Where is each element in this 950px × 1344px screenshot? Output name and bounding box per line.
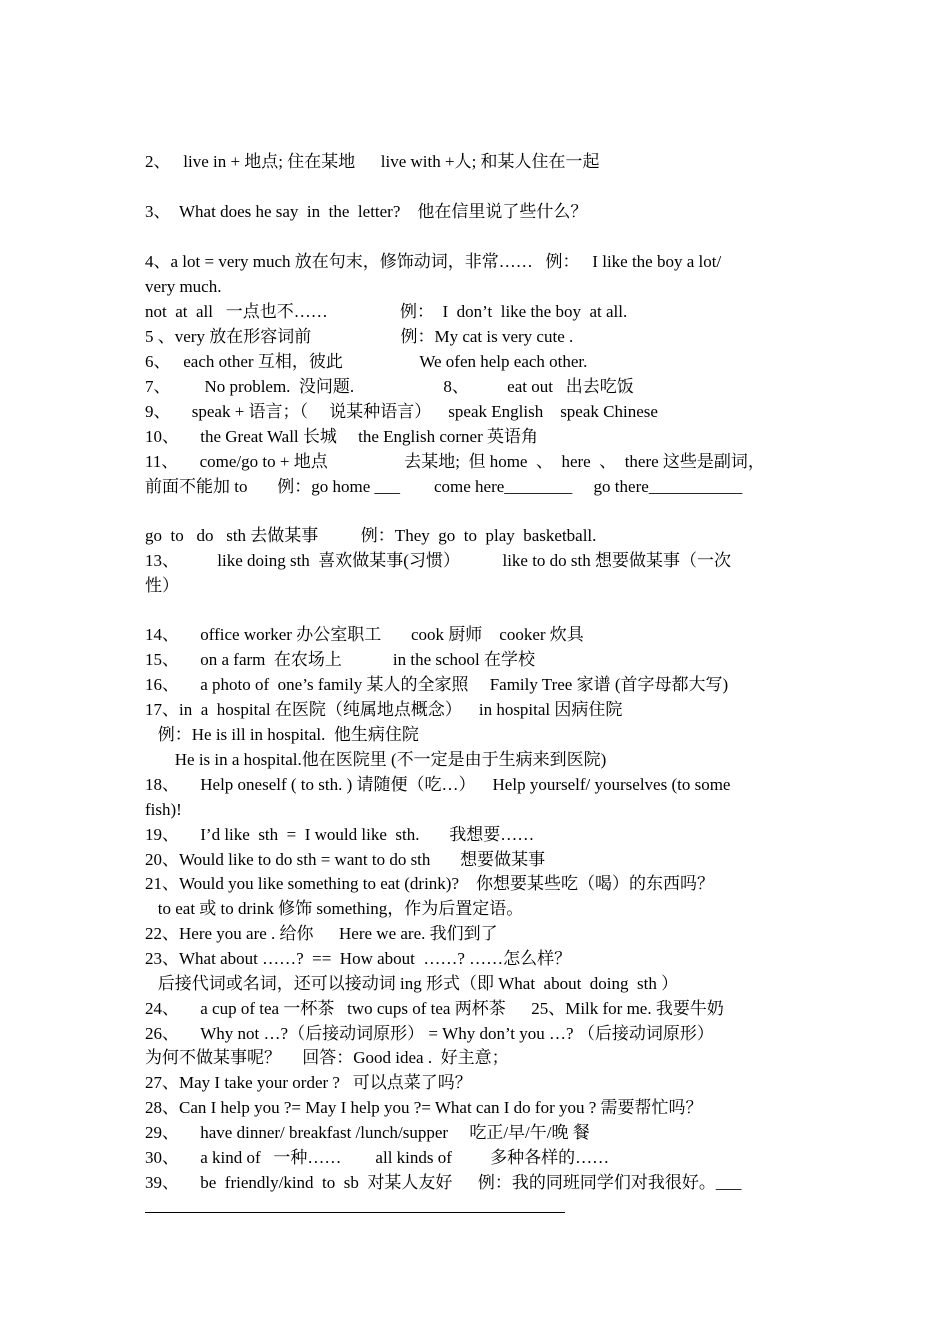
text-line: to eat 或 to drink 修饰 something，作为后置定语。 — [145, 899, 524, 918]
text-line: 30、 a kind of 一种…… all kinds of 多种各样的…… — [145, 1148, 610, 1167]
text-line: 20、Would like to do sth = want to do sth 想要做某事 — [145, 850, 546, 869]
text-line: 9、 speak + 语言；（ 说某种语言） speak English speak Chinese — [145, 402, 658, 421]
answer-blank-line — [145, 1212, 565, 1213]
text-line: 4、a lot = very much 放在句末，修饰动词，非常…… 例： I like the boy a lot/ — [145, 252, 722, 271]
text-line: 18、 Help oneself ( to sth. ) 请随便（吃…） Help yourself/ yourselves (to some — [145, 775, 731, 794]
text-line: 例：He is ill in hospital. 他生病住院 — [145, 725, 419, 744]
text-line: 6、 each other 互相，彼此 We ofen help each other. — [145, 352, 588, 371]
text-line: 性） — [145, 576, 179, 595]
text-line: 7、 No problem. 没问题. 8、 eat out 出去吃饭 — [145, 377, 634, 396]
text-line: 39、 be friendly/kind to sb 对某人友好 例：我的同班同学们对我很好。___ — [145, 1173, 742, 1192]
text-line: 22、Here you are . 给你 Here we are. 我们到了 — [145, 924, 498, 943]
text-line: 24、 a cup of tea 一杯茶 two cups of tea 两杯茶 25、Milk for me. 我要牛奶 — [145, 999, 724, 1018]
text-line: very much. — [145, 277, 222, 296]
text-line: go to do sth 去做某事 例：They go to play basketball. — [145, 526, 597, 545]
text-line: 16、 a photo of one’s family 某人的全家照 Family Tree 家谱 (首字母都大写) — [145, 675, 729, 694]
text-line: not at all 一点也不…… 例： I don’t like the boy at all. — [145, 302, 628, 321]
text-line: 17、in a hospital 在医院（纯属地点概念） in hospital 因病住院 — [145, 700, 623, 719]
text-line: 3、 What does he say in the letter? 他在信里说了些什么？ — [145, 202, 588, 221]
text-line: 15、 on a farm 在农场上 in the school 在学校 — [145, 650, 536, 669]
text-line: 为何不做某事呢？ 回答：Good idea . 好主意； — [145, 1048, 509, 1067]
text-line: 14、 office worker 办公室职工 cook 厨师 cooker 炊具 — [145, 625, 584, 644]
text-line: 后接代词或名词，还可以接动词 ing 形式（即 What about doing sth ） — [145, 974, 679, 993]
text-line: fish)! — [145, 800, 182, 819]
text-line: 23、What about ……? == How about ……? ……怎么样？ — [145, 949, 572, 968]
text-line: He is in a hospital.他在医院里 (不一定是由于生病来到医院) — [145, 750, 607, 769]
text-line: 13、 like doing sth 喜欢做某事(习惯） like to do sth 想要做某事（一次 — [145, 551, 732, 570]
text-line: 21、Would you like something to eat (drink)? 你想要某些吃（喝）的东西吗？ — [145, 874, 715, 893]
text-line: 28、Can I help you ?= May I help you ?= What can I do for you ? 需要帮忙吗？ — [145, 1098, 703, 1117]
text-line: 29、 have dinner/ breakfast /lunch/supper 吃正/早/午/晚 餐 — [145, 1123, 590, 1142]
text-line: 27、May I take your order ? 可以点菜了吗？ — [145, 1073, 472, 1092]
text-line: 前面不能加 to 例：go home ___ come here________ go there___________ — [145, 477, 743, 496]
text-line: 19、 I’d like sth = I would like sth. 我想要…… — [145, 825, 535, 844]
text-line: 26、 Why not …?（后接动词原形） = Why don’t you …? （后接动词原形） — [145, 1024, 714, 1043]
text-line: 11、 come/go to + 地点 去某地; 但 home 、 here 、 there 这些是副词， — [145, 452, 765, 471]
text-line: 5 、very 放在形容词前 例：My cat is very cute . — [145, 327, 574, 346]
text-line: 10、 the Great Wall 长城 the English corner 英语角 — [145, 427, 539, 446]
text-line: 2、 live in + 地点; 住在某地 live with +人; 和某人住在一起 — [145, 152, 600, 171]
